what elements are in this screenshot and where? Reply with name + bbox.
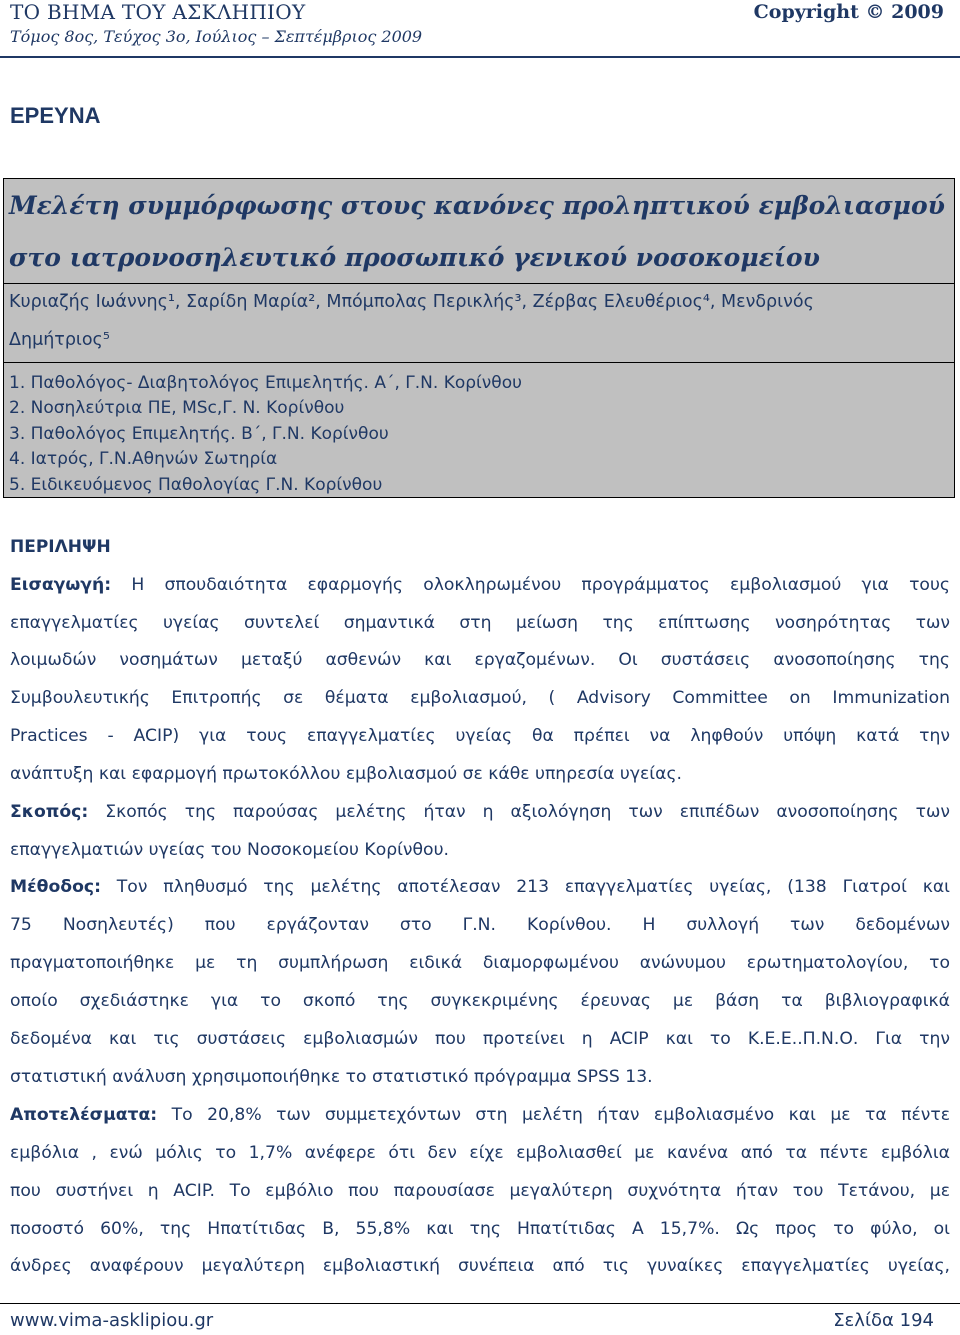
- abstract-line: [10, 575, 950, 595]
- abstract-line-text: άνδρες αναφέρουν μεγαλύτερη εμβολιαστική συνέπεια από τις γυναίκες επαγγελματίες υγείας,: [10, 1256, 950, 1276]
- abstract-line: [10, 726, 950, 746]
- abstract-line: [10, 1067, 950, 1087]
- abstract-line: [10, 802, 950, 822]
- abstract-line: [10, 1105, 950, 1125]
- abstract-heading: ΠΕΡΙΛΗΨΗ: [10, 537, 111, 557]
- title-box: [3, 178, 955, 498]
- abstract-line-text: δεδομένα και τις συστάσεις εμβολιασμών που προτείνει η ACIP και το Κ.Ε.Ε..Π.Ν.Ο. Για την: [10, 1029, 950, 1049]
- abstract-line-text: επαγγελματιών υγείας του Νοσοκομείου Κορίνθου.: [10, 840, 449, 860]
- abstract-line: [10, 991, 950, 1011]
- abstract-line-text: Σκοπός της παρούσας μελέτης ήταν η αξιολόγηση των επιπέδων ανοσοποίησης των: [88, 802, 950, 822]
- journal-title: ΤΟ ΒΗΜΑ ΤΟΥ ΑΣΚΛΗΠΙΟΥ: [10, 0, 306, 24]
- abstract-line: [10, 953, 950, 973]
- copyright-notice: Copyright © 2009: [753, 1, 944, 23]
- abstract-line-text: Συμβουλευτικής Επιτροπής σε θέματα εμβολιασμού, ( Advisory Committee on Immunization: [10, 688, 950, 708]
- abstract-line-text: Τον πληθυσμό της μελέτης αποτέλεσαν 213 επαγγελματίες υγείας, (138 Γιατροί και: [100, 877, 950, 897]
- header-divider: [0, 56, 960, 58]
- abstract-line: [10, 764, 950, 784]
- article-title-line-2: στο ιατρονοσηλευτικό προσωπικό γενικού νοσοκομείου: [9, 243, 820, 272]
- section-label: ΕΡΕΥΝΑ: [10, 103, 101, 128]
- abstract-line-text: ανάπτυξη και εφαρμογή πρωτοκόλλου εμβολιασμού σε κάθε υπηρεσία υγείας.: [10, 764, 682, 784]
- abstract-line-text: πραγματοποιήθηκε με τη συμπλήρωση ειδικά διαμορφωμένου ανώνυμου ερωτηματολογίου, το: [10, 953, 950, 973]
- abstract-line-text: που συστήνει η ACIP. Το εμβόλιο που παρουσίασε μεγαλύτερη συχνότητα ήταν του Τετάνου, με: [10, 1181, 950, 1201]
- affiliation-2: 2. Νοσηλεύτρια ΠΕ, MSc,Γ. Ν. Κορίνθου: [9, 398, 345, 418]
- affiliation-1: 1. Παθολόγος- Διαβητολόγος Επιμελητής. Α΄, Γ.Ν. Κορίνθου: [9, 373, 522, 393]
- issue-info: Τόμος 8ος, Τεύχος 3ο, Ιούλιος – Σεπτέμβριος 2009: [10, 27, 423, 46]
- abstract-line-text: εμβόλια , ενώ μόλις το 1,7% ανέφερε ότι δεν είχε εμβολιασθεί με κανένα από τα πέντε εμβόλια: [10, 1143, 950, 1163]
- abstract-line: [10, 688, 950, 708]
- abstract-line-text: Practices - ACIP) για τους επαγγελματίες υγείας θα πρέπει να ληφθούν υπόψη κατά την: [10, 726, 950, 746]
- abstract-line: [10, 1219, 950, 1239]
- page-number: Σελίδα 194: [833, 1310, 934, 1331]
- authors-divider: [3, 362, 955, 363]
- abstract-line-text: οποίο σχεδιάστηκε για το σκοπό της συγκεκριμένης έρευνας με βάση τα βιβλιογραφικά: [10, 991, 950, 1011]
- abstract-section-label: Μέθοδος:: [10, 877, 101, 897]
- abstract-line-text: Το 20,8% των συμμετεχόντων στη μελέτη ήταν εμβολιασμένο και με τα πέντε: [157, 1105, 950, 1125]
- website-link[interactable]: www.vima-asklipiou.gr: [10, 1310, 214, 1331]
- affiliation-4: 4. Ιατρός, Γ.Ν.Αθηνών Σωτηρία: [9, 449, 278, 469]
- affiliation-5: 5. Ειδικευόμενος Παθολογίας Γ.Ν. Κορίνθου: [9, 475, 383, 495]
- abstract-line: [10, 840, 950, 860]
- abstract-section-label: Αποτελέσματα:: [10, 1105, 158, 1125]
- abstract-section-label: Σκοπός:: [10, 802, 89, 822]
- abstract-line: [10, 915, 950, 935]
- abstract-line: [10, 650, 950, 670]
- abstract-section-label: Εισαγωγή:: [10, 575, 112, 595]
- abstract-line-text: επαγγελματίες υγείας συντελεί σημαντικά στη μείωση της επίπτωσης νοσηρότητας των: [10, 613, 950, 633]
- abstract-line: [10, 613, 950, 633]
- authors-line-1: Κυριαζής Ιωάννης¹, Σαρίδη Μαρία², Μπόμπολας Περικλής³, Ζέρβας Ελευθέριος⁴, Μενδρινός: [9, 292, 814, 312]
- abstract-line-text: ποσοστό 60%, της Ηπατίτιδας Β, 55,8% και της Ηπατίτιδας Α 15,7%. Ως προς το φύλο, οι: [10, 1219, 950, 1239]
- abstract-line-text: στατιστική ανάλυση χρησιμοποιήθηκε το στατιστικό πρόγραμμα SPSS 13.: [10, 1067, 653, 1087]
- abstract-line: [10, 1256, 950, 1276]
- article-title-line-1: Μελέτη συμμόρφωσης στους κανόνες προληπτικού εμβολιασμού: [9, 191, 945, 220]
- abstract-line-text: 75 Νοσηλευτές) που εργάζονταν στο Γ.Ν. Κορίνθου. Η συλλογή των δεδομένων: [10, 915, 950, 935]
- abstract-line-text: λοιμωδών νοσημάτων μεταξύ ασθενών και εργαζομένων. Οι συστάσεις ανοσοποίησης της: [10, 650, 950, 670]
- title-divider: [3, 283, 955, 284]
- abstract-line: [10, 877, 950, 897]
- abstract-line: [10, 1181, 950, 1201]
- abstract-line: [10, 1029, 950, 1049]
- abstract-line: [10, 1143, 950, 1163]
- footer-divider: [0, 1303, 960, 1304]
- affiliation-3: 3. Παθολόγος Επιμελητής. Β΄, Γ.Ν. Κορίνθου: [9, 424, 389, 444]
- abstract-line-text: Η σπουδαιότητα εφαρμογής ολοκληρωμένου προγράμματος εμβολιασμού για τους: [111, 575, 950, 595]
- authors-line-2: Δημήτριος⁵: [9, 330, 110, 350]
